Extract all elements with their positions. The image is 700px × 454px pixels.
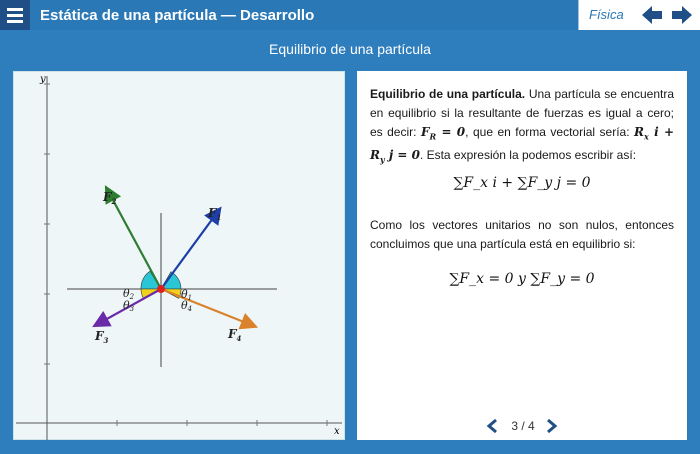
page-indicator: 3 / 4 bbox=[511, 419, 535, 433]
pagination bbox=[357, 416, 687, 436]
vector-f4 bbox=[161, 289, 254, 326]
next-page-icon[interactable] bbox=[545, 418, 559, 434]
f4-label: $F_4$ bbox=[228, 327, 242, 343]
equation-2: ∑F_x = 0 y ∑F_y = 0 bbox=[449, 271, 595, 287]
theta4-label: θ4 bbox=[181, 299, 193, 313]
particle-point bbox=[157, 285, 165, 293]
subject-label: Física bbox=[589, 7, 624, 22]
theta3-label: θ3 bbox=[123, 299, 135, 313]
f1-label: $F_1$ bbox=[208, 206, 222, 222]
f2-label: $F_2$ bbox=[103, 190, 117, 206]
vector-expression: $R_x$ $i + R_y$ j = 0 bbox=[370, 125, 675, 165]
content-heading: Equilibrio de una partícula. bbox=[370, 87, 526, 101]
resultant-expression: $F_R = 0$ bbox=[420, 125, 466, 142]
top-bar bbox=[0, 0, 700, 30]
paragraph-2: Como los vectores unitarios no son nulos, entonces concluimos que una partícula está en equilibrio si: bbox=[370, 218, 674, 251]
figure-panel bbox=[13, 71, 345, 440]
force-diagram bbox=[14, 72, 346, 441]
back-arrow-icon[interactable] bbox=[641, 5, 663, 25]
previous-page-icon[interactable] bbox=[485, 418, 499, 434]
menu-icon[interactable] bbox=[0, 0, 30, 30]
subject-box bbox=[578, 0, 700, 30]
text-panel bbox=[357, 71, 687, 440]
section-heading: Equilibrio de una partícula bbox=[269, 41, 431, 57]
paragraph-1: Equilibrio de una partícula. Una partícula se encuentra en equilibrio si la resultante de fuerzas es igual a cero; es decir: $F_R = 0$, que en forma vectorial sería: $R_x$ $i + R_y$ j = 0. Esta expresión la podemos escribir así: bbox=[370, 87, 675, 165]
theta1-label: θ1 bbox=[181, 288, 193, 302]
forward-arrow-icon[interactable] bbox=[671, 5, 693, 25]
theta2-arc bbox=[141, 271, 161, 289]
equation-1: ∑F_x i + ∑F_y j = 0 bbox=[453, 175, 591, 191]
x-axis-label: x bbox=[334, 426, 340, 437]
theta2-label: θ2 bbox=[123, 287, 135, 301]
f3-label: $F_3$ bbox=[95, 329, 109, 345]
y-axis-label: y bbox=[40, 74, 46, 85]
vector-f1 bbox=[161, 210, 219, 289]
app-title: Estática de una partícula — Desarrollo bbox=[40, 7, 315, 24]
